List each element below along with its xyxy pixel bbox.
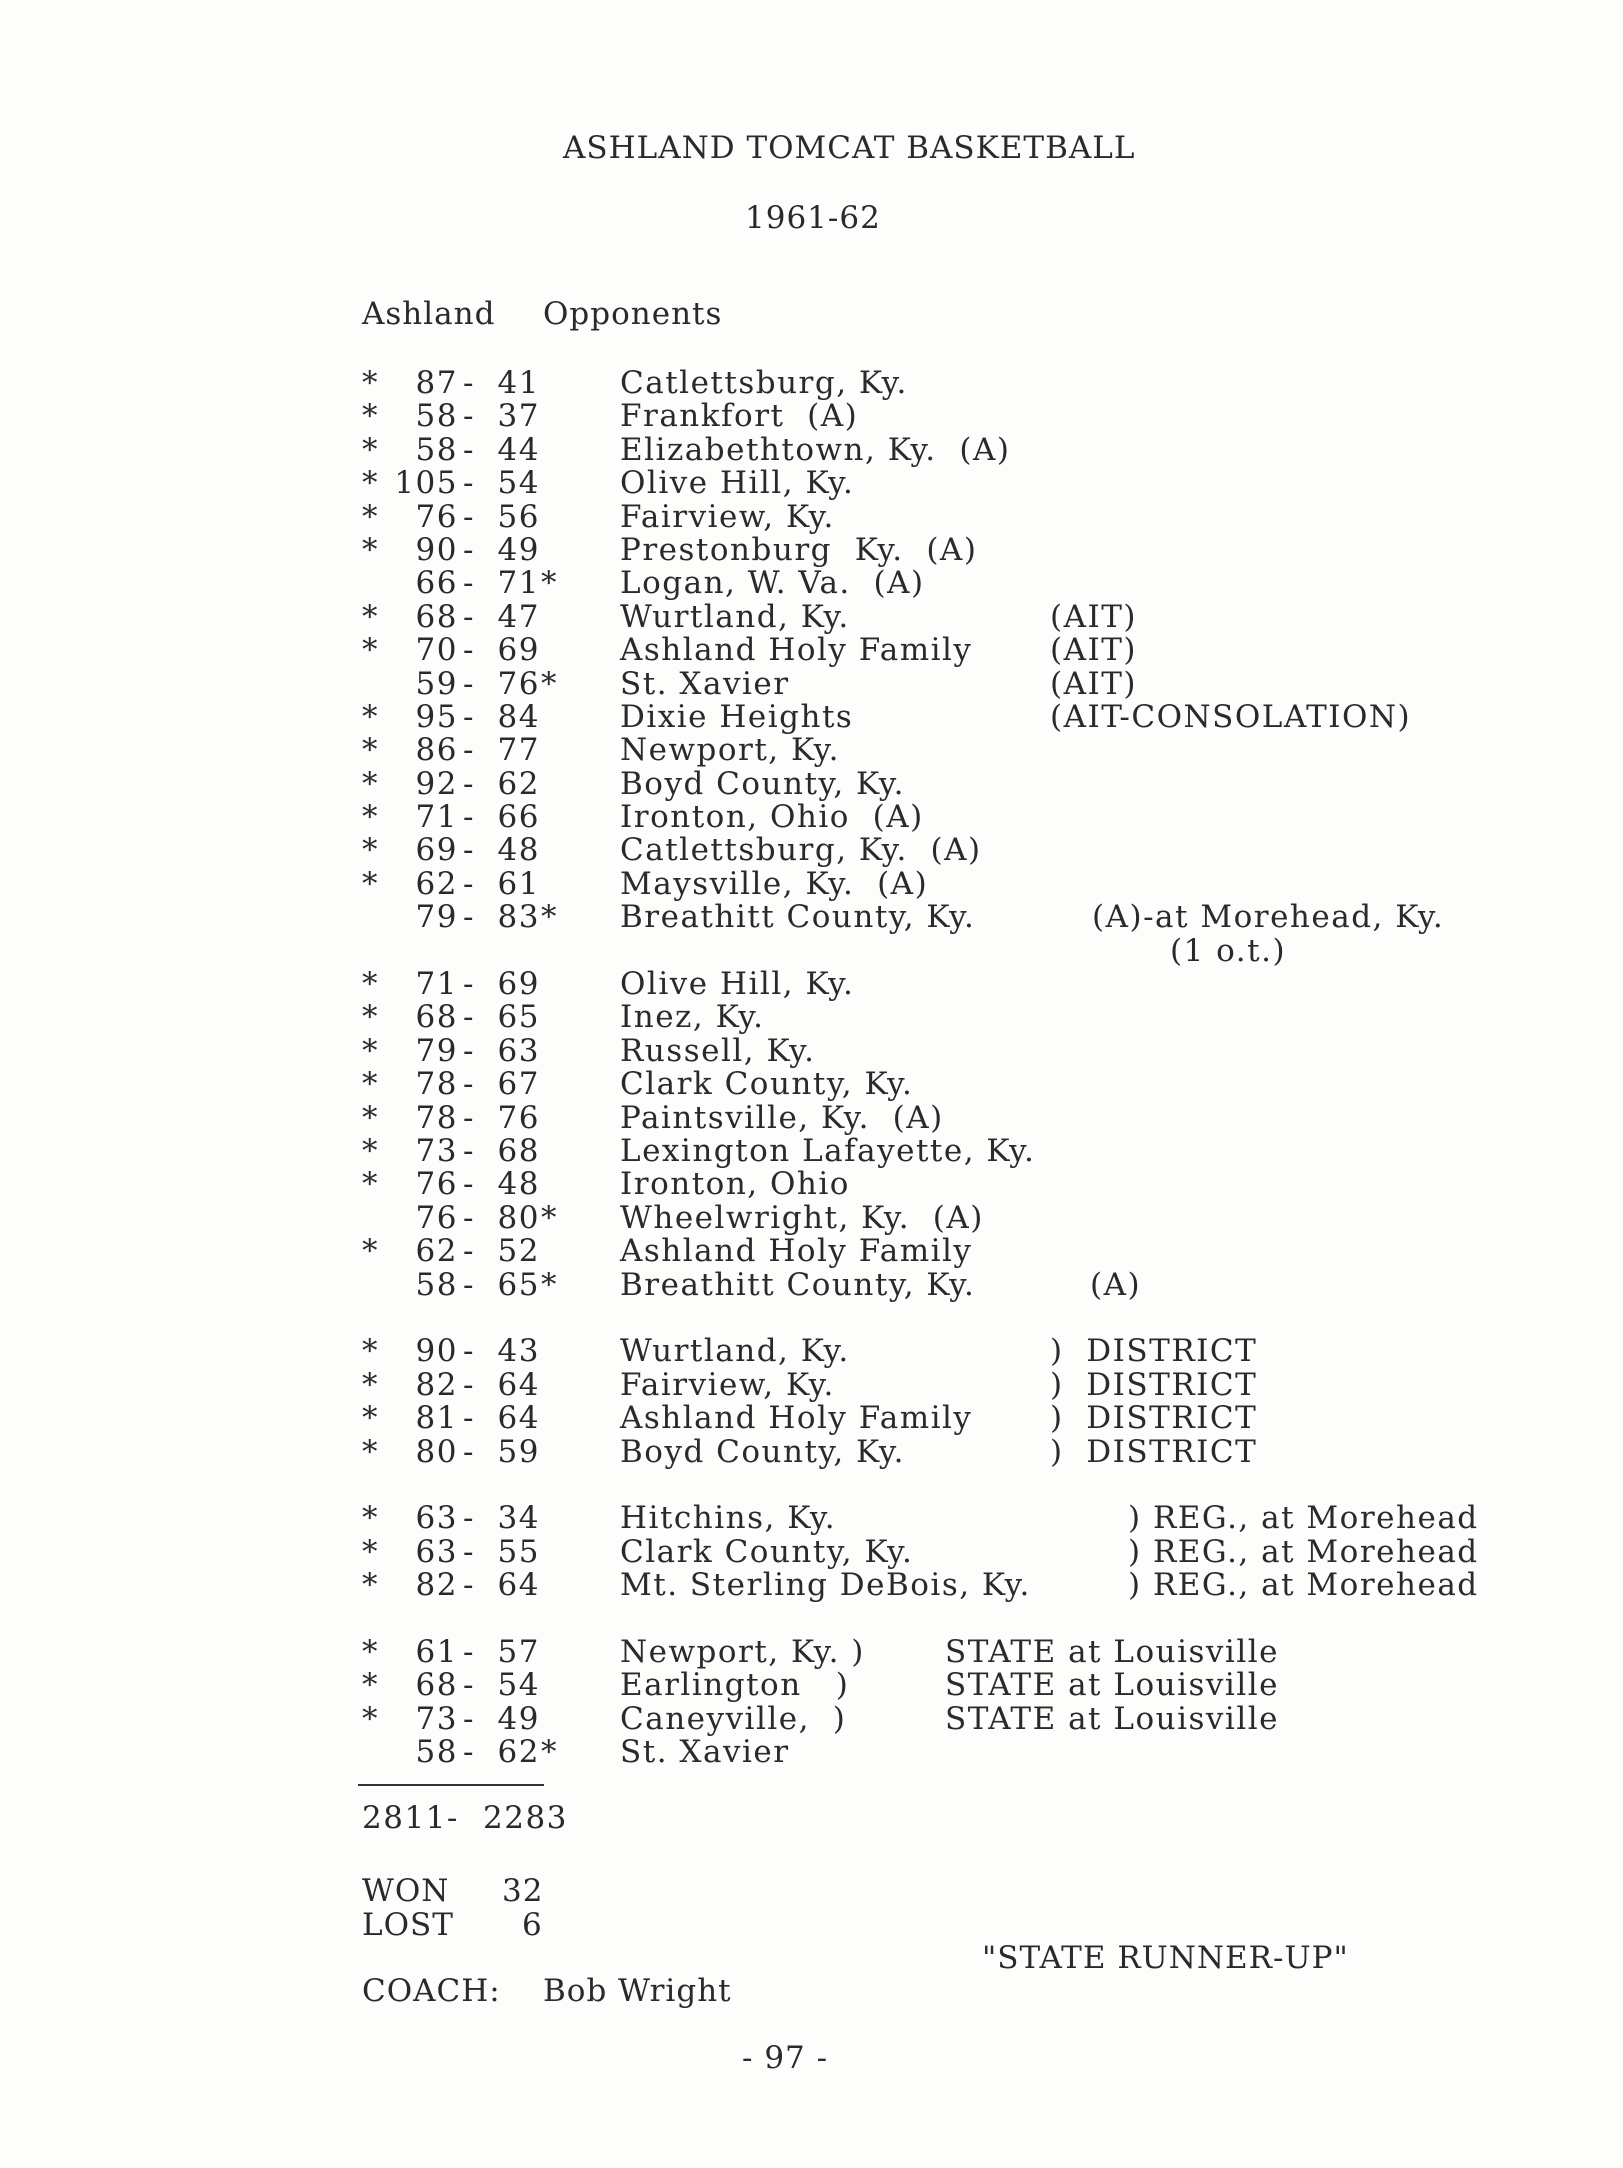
lost-label: LOST	[362, 1907, 454, 1943]
ashland-score: 68	[415, 598, 458, 635]
lost-count: 6	[522, 1907, 543, 1943]
win-marker: *	[362, 598, 379, 635]
game-row	[0, 732, 1623, 769]
opponent-name: Fairview, Ky.	[620, 1366, 835, 1403]
ashland-score: 62	[415, 1233, 458, 1270]
win-marker: *	[362, 1633, 379, 1670]
win-marker: *	[362, 732, 379, 769]
row-gap	[0, 1300, 1623, 1333]
win-marker: *	[362, 1700, 379, 1737]
game-row	[0, 966, 1623, 1003]
game-row	[0, 1433, 1623, 1470]
opponent-score: 44	[497, 431, 540, 468]
opponent-name: Dixie Heights	[620, 698, 854, 735]
game-row	[0, 1266, 1623, 1303]
game-row	[0, 1166, 1623, 1203]
game-note: STATE at Louisville	[945, 1700, 1280, 1737]
ashland-score: 81	[415, 1400, 458, 1437]
score-dash: -	[463, 999, 475, 1036]
score-dash: -	[463, 1633, 475, 1670]
opponent-name: Russell, Ky.	[620, 1032, 816, 1069]
game-note: (AIT)	[1050, 598, 1137, 635]
score-dash: -	[463, 665, 475, 702]
season-label: 1961-62	[745, 200, 881, 236]
ashland-score: 68	[415, 999, 458, 1036]
win-marker: *	[362, 1533, 379, 1570]
score-dash: -	[463, 1567, 475, 1604]
opponent-name: Earlington )	[620, 1667, 850, 1704]
opponent-name: Logan, W. Va. (A)	[620, 565, 925, 602]
game-row	[0, 799, 1623, 836]
opponent-name: Olive Hill, Ky.	[620, 966, 855, 1003]
win-marker: *	[362, 1500, 379, 1537]
score-dash: -	[463, 1333, 475, 1370]
ashland-score: 58	[415, 1266, 458, 1303]
opponent-name: Lexington Lafayette, Ky.	[620, 1132, 1036, 1169]
opponent-score: 48	[497, 832, 540, 869]
win-marker: *	[362, 1400, 379, 1437]
opponent-name: Elizabethtown, Ky. (A)	[620, 431, 1011, 468]
page-number: - 97 -	[742, 2040, 829, 2076]
win-marker: *	[362, 465, 379, 502]
opponent-name: Hitchins, Ky.	[620, 1500, 837, 1537]
score-dash: -	[463, 698, 475, 735]
opponent-score: 67	[497, 1066, 540, 1103]
win-marker: *	[362, 498, 379, 535]
opponent-name: Breathitt County, Ky.	[620, 1266, 976, 1303]
opponent-score: 63	[497, 1032, 540, 1069]
ashland-score: 73	[415, 1700, 458, 1737]
game-note: ) DISTRICT	[1050, 1333, 1258, 1370]
game-row	[0, 899, 1623, 936]
score-dash: -	[463, 465, 475, 502]
win-marker: *	[362, 765, 379, 802]
game-row	[0, 1533, 1623, 1570]
game-row	[0, 531, 1623, 568]
game-note: STATE at Louisville	[945, 1667, 1280, 1704]
game-row	[0, 365, 1623, 401]
game-row	[0, 1032, 1623, 1069]
opponent-score: 49	[497, 531, 540, 568]
score-dash: -	[463, 732, 475, 769]
game-note: ) DISTRICT	[1050, 1433, 1258, 1470]
ashland-score: 82	[415, 1567, 458, 1604]
ashland-score: 71	[415, 966, 458, 1003]
opponent-score: 37	[497, 398, 540, 435]
score-dash: -	[463, 765, 475, 802]
game-row	[0, 1066, 1623, 1103]
opponent-name: Ashland Holy Family	[620, 1400, 973, 1437]
win-marker: *	[362, 1567, 379, 1604]
ashland-score: 79	[415, 1032, 458, 1069]
ashland-score: 70	[415, 632, 458, 669]
score-dash: -	[463, 1032, 475, 1069]
ashland-score: 58	[415, 431, 458, 468]
opponent-name: St. Xavier	[620, 1734, 790, 1771]
win-marker: *	[362, 1066, 379, 1103]
score-dash: -	[463, 1166, 475, 1203]
opponent-score: 61	[497, 865, 540, 902]
opponent-name: Inez, Ky.	[620, 999, 765, 1036]
game-row	[0, 1667, 1623, 1704]
ashland-score: 76	[415, 1166, 458, 1203]
win-marker: *	[362, 1032, 379, 1069]
score-dash: -	[463, 799, 475, 836]
score-dash: -	[463, 565, 475, 602]
ashland-score: 78	[415, 1099, 458, 1136]
win-marker: *	[362, 365, 379, 401]
game-row	[0, 665, 1623, 702]
ashland-score: 61	[415, 1633, 458, 1670]
loss-marker: *	[541, 899, 558, 936]
opponent-score: 48	[497, 1166, 540, 1203]
score-dash: -	[463, 1266, 475, 1303]
opponent-score: 49	[497, 1700, 540, 1737]
ashland-score: 86	[415, 732, 458, 769]
opponent-name: Mt. Sterling DeBois, Ky.	[620, 1567, 1031, 1604]
win-marker: *	[362, 1667, 379, 1704]
win-marker: *	[362, 1333, 379, 1370]
game-row	[0, 1132, 1623, 1169]
games-list	[0, 365, 1623, 1771]
game-row	[0, 1333, 1623, 1370]
opponent-name: Ashland Holy Family	[620, 1233, 973, 1270]
win-marker: *	[362, 799, 379, 836]
game-row	[0, 398, 1623, 435]
win-marker: *	[362, 966, 379, 1003]
game-row	[0, 698, 1623, 735]
ashland-score: 82	[415, 1366, 458, 1403]
opponent-score: 59	[497, 1433, 540, 1470]
opponent-score: 84	[497, 698, 540, 735]
total-ashland: 2811-	[362, 1800, 459, 1836]
opponent-name: Maysville, Ky. (A)	[620, 865, 929, 902]
ashland-score: 76	[415, 1199, 458, 1236]
game-row	[0, 1099, 1623, 1136]
opponent-score: 43	[497, 1333, 540, 1370]
opponent-name: Catlettsburg, Ky. (A)	[620, 832, 982, 869]
game-row	[0, 1400, 1623, 1437]
score-dash: -	[463, 1667, 475, 1704]
opponent-score: 55	[497, 1533, 540, 1570]
score-dash: -	[463, 832, 475, 869]
loss-marker: *	[541, 565, 558, 602]
total-opponents: 2283	[483, 1800, 568, 1836]
win-marker: *	[362, 431, 379, 468]
coach-name: Bob Wright	[543, 1973, 732, 2009]
opponent-name: Fairview, Ky.	[620, 498, 835, 535]
win-marker: *	[362, 1099, 379, 1136]
opponent-name: Boyd County, Ky.	[620, 1433, 905, 1470]
opponent-score: 54	[497, 1667, 540, 1704]
ashland-score: 73	[415, 1132, 458, 1169]
score-dash: -	[463, 365, 475, 401]
opponent-score: 69	[497, 966, 540, 1003]
ashland-score: 63	[415, 1500, 458, 1537]
page-title: ASHLAND TOMCAT BASKETBALL	[563, 130, 1136, 166]
opponent-score: 68	[497, 1132, 540, 1169]
opponent-score: 80	[497, 1199, 540, 1236]
win-marker: *	[362, 999, 379, 1036]
overtime-note: (1 o.t.)	[1170, 932, 1287, 969]
opponent-name: Wurtland, Ky.	[620, 598, 850, 635]
ashland-score: 79	[415, 899, 458, 936]
column-header-opponents: Opponents	[543, 296, 723, 332]
win-marker: *	[362, 698, 379, 735]
score-dash: -	[463, 1433, 475, 1470]
game-row	[0, 1734, 1623, 1771]
score-dash: -	[463, 1700, 475, 1737]
score-dash: -	[463, 1366, 475, 1403]
opponent-score: 76	[497, 665, 540, 702]
opponent-name: Caneyville, )	[620, 1700, 847, 1737]
score-dash: -	[463, 1734, 475, 1771]
game-note-continuation	[0, 932, 1623, 969]
score-dash: -	[463, 899, 475, 936]
opponent-name: Wheelwright, Ky. (A)	[620, 1199, 984, 1236]
state-runner-up: "STATE RUNNER-UP"	[982, 1940, 1349, 1976]
ashland-score: 76	[415, 498, 458, 535]
ashland-score: 66	[415, 565, 458, 602]
game-note: (AIT)	[1050, 665, 1137, 702]
game-row	[0, 431, 1623, 468]
opponent-name: Prestonburg Ky. (A)	[620, 531, 978, 568]
score-dash: -	[463, 1233, 475, 1270]
ashland-score: 58	[415, 1734, 458, 1771]
ashland-score: 90	[415, 531, 458, 568]
opponent-score: 57	[497, 1633, 540, 1670]
game-row	[0, 565, 1623, 602]
game-row	[0, 865, 1623, 902]
game-row	[0, 1199, 1623, 1236]
ashland-score: 59	[415, 665, 458, 702]
score-dash: -	[463, 1199, 475, 1236]
opponent-name: Clark County, Ky.	[620, 1066, 914, 1103]
opponent-score: 64	[497, 1567, 540, 1604]
opponent-name: Paintsville, Ky. (A)	[620, 1099, 944, 1136]
opponent-name: Olive Hill, Ky.	[620, 465, 855, 502]
opponent-name: St. Xavier	[620, 665, 790, 702]
score-dash: -	[463, 1500, 475, 1537]
score-dash: -	[463, 431, 475, 468]
opponent-score: 56	[497, 498, 540, 535]
game-row	[0, 1233, 1623, 1270]
row-gap	[0, 1467, 1623, 1500]
game-note: ) REG., at Morehead	[1128, 1500, 1479, 1537]
game-note: STATE at Louisville	[945, 1633, 1280, 1670]
total-rule	[358, 1784, 544, 1786]
win-marker: *	[362, 1166, 379, 1203]
score-dash: -	[463, 865, 475, 902]
game-row	[0, 632, 1623, 669]
game-row	[0, 498, 1623, 535]
game-row	[0, 1633, 1623, 1670]
opponent-score: 34	[497, 1500, 540, 1537]
won-label: WON	[362, 1873, 450, 1909]
loss-marker: *	[541, 1266, 558, 1303]
game-row	[0, 1567, 1623, 1604]
opponent-score: 71	[497, 565, 540, 602]
game-row	[0, 1700, 1623, 1737]
game-row	[0, 465, 1623, 502]
score-dash: -	[463, 632, 475, 669]
column-header-ashland: Ashland	[362, 296, 496, 332]
win-marker: *	[362, 1132, 379, 1169]
win-marker: *	[362, 1233, 379, 1270]
loss-marker: *	[541, 1734, 558, 1771]
row-gap	[0, 1600, 1623, 1633]
ashland-score: 71	[415, 799, 458, 836]
ashland-score: 92	[415, 765, 458, 802]
game-note: ) REG., at Morehead	[1128, 1567, 1479, 1604]
ashland-score: 58	[415, 398, 458, 435]
opponent-score: 66	[497, 799, 540, 836]
ashland-score: 80	[415, 1433, 458, 1470]
score-dash: -	[463, 398, 475, 435]
game-note: ) REG., at Morehead	[1128, 1533, 1479, 1570]
opponent-score: 83	[497, 899, 540, 936]
game-row	[0, 1366, 1623, 1403]
coach-label: COACH:	[362, 1973, 501, 2009]
game-note: (AIT-CONSOLATION)	[1050, 698, 1412, 735]
game-row	[0, 1500, 1623, 1537]
score-dash: -	[463, 531, 475, 568]
score-dash: -	[463, 1099, 475, 1136]
game-row	[0, 765, 1623, 802]
game-row	[0, 832, 1623, 869]
ashland-score: 68	[415, 1667, 458, 1704]
score-dash: -	[463, 1066, 475, 1103]
opponent-score: 65	[497, 999, 540, 1036]
ashland-score: 90	[415, 1333, 458, 1370]
opponent-name: Catlettsburg, Ky.	[620, 365, 908, 401]
ashland-score: 62	[415, 865, 458, 902]
opponent-score: 76	[497, 1099, 540, 1136]
ashland-score: 78	[415, 1066, 458, 1103]
opponent-name: Newport, Ky. )	[620, 1633, 865, 1670]
opponent-name: Boyd County, Ky.	[620, 765, 905, 802]
loss-marker: *	[541, 665, 558, 702]
game-row	[0, 598, 1623, 635]
opponent-score: 64	[497, 1366, 540, 1403]
ashland-score: 95	[415, 698, 458, 735]
ashland-score: 105	[394, 465, 458, 502]
opponent-name: Ironton, Ohio	[620, 1166, 850, 1203]
opponent-score: 77	[497, 732, 540, 769]
opponent-name: Ashland Holy Family	[620, 632, 973, 669]
opponent-score: 54	[497, 465, 540, 502]
score-dash: -	[463, 1533, 475, 1570]
win-marker: *	[362, 832, 379, 869]
score-dash: -	[463, 498, 475, 535]
game-note: ) DISTRICT	[1050, 1366, 1258, 1403]
opponent-name: Frankfort (A)	[620, 398, 859, 435]
win-marker: *	[362, 865, 379, 902]
opponent-name: Newport, Ky.	[620, 732, 840, 769]
opponent-score: 65	[497, 1266, 540, 1303]
opponent-score: 41	[497, 365, 540, 401]
game-note: (A)	[1090, 1266, 1142, 1303]
win-marker: *	[362, 1433, 379, 1470]
won-count: 32	[502, 1873, 544, 1909]
opponent-name: Clark County, Ky.	[620, 1533, 914, 1570]
opponent-score: 62	[497, 765, 540, 802]
game-note: (A)-at Morehead, Ky.	[1092, 899, 1445, 936]
game-note: ) DISTRICT	[1050, 1400, 1258, 1437]
score-dash: -	[463, 598, 475, 635]
win-marker: *	[362, 398, 379, 435]
win-marker: *	[362, 632, 379, 669]
opponent-name: Ironton, Ohio (A)	[620, 799, 924, 836]
win-marker: *	[362, 531, 379, 568]
opponent-score: 64	[497, 1400, 540, 1437]
opponent-name: Breathitt County, Ky.	[620, 899, 976, 936]
opponent-score: 52	[497, 1233, 540, 1270]
ashland-score: 87	[415, 365, 458, 401]
opponent-score: 62	[497, 1734, 540, 1771]
opponent-score: 47	[497, 598, 540, 635]
ashland-score: 69	[415, 832, 458, 869]
loss-marker: *	[541, 1199, 558, 1236]
game-note: (AIT)	[1050, 632, 1137, 669]
ashland-score: 63	[415, 1533, 458, 1570]
score-dash: -	[463, 966, 475, 1003]
score-dash: -	[463, 1132, 475, 1169]
win-marker: *	[362, 1366, 379, 1403]
game-row	[0, 999, 1623, 1036]
score-dash: -	[463, 1400, 475, 1437]
opponent-score: 69	[497, 632, 540, 669]
opponent-name: Wurtland, Ky.	[620, 1333, 850, 1370]
